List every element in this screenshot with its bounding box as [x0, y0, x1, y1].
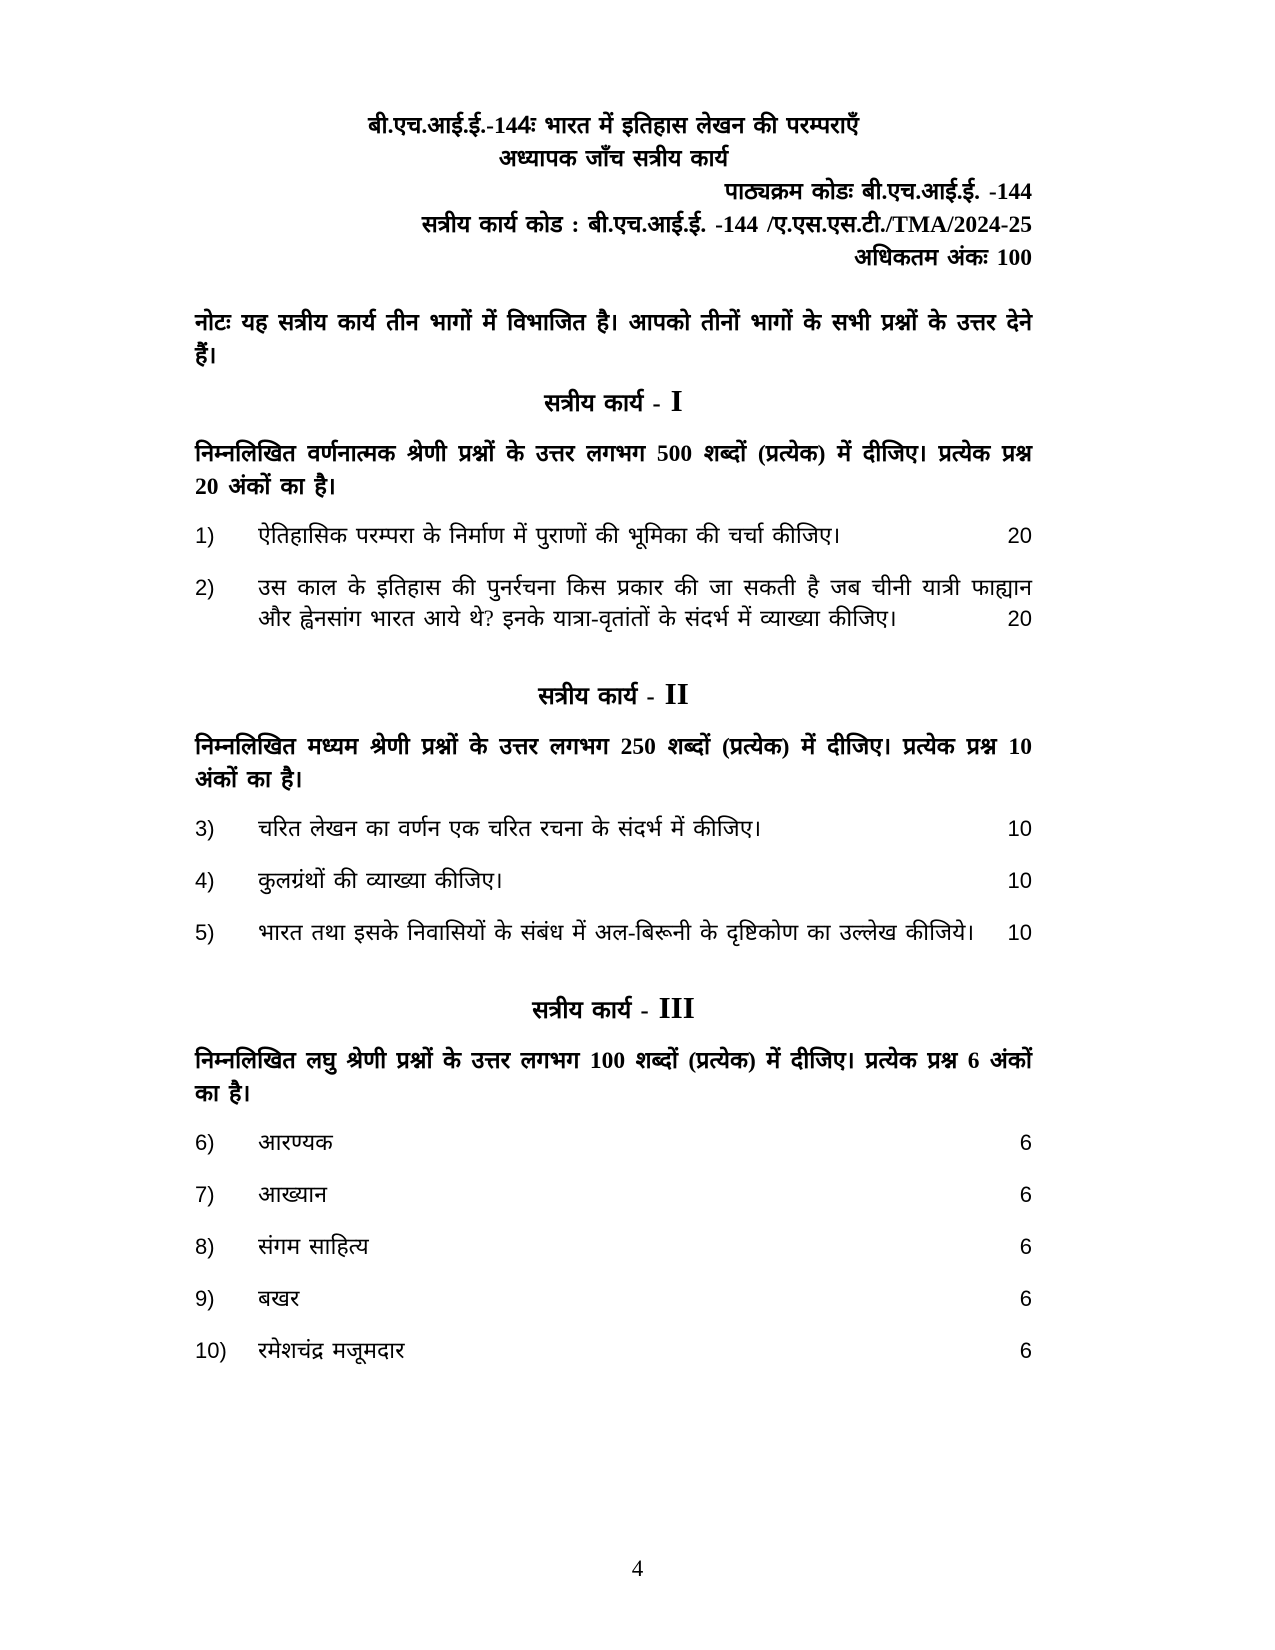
question-marks: 10 [1007, 868, 1032, 893]
section-1-heading-label: सत्रीय कार्य - [544, 390, 661, 417]
section-3-numeral: III [658, 990, 695, 1025]
question-text: चरित लेखन का वर्णन एक चरित रचना के संदर्भ में कीजिए। [258, 816, 762, 841]
assignment-code-line: सत्रीय कार्य कोड : बी.एच.आई.ई. -144 /ए.एस.एस.टी./TMA/2024-25 [421, 212, 1032, 238]
question-number: 10) [195, 1338, 227, 1363]
question-marks: 6 [1019, 1182, 1032, 1207]
question-marks: 6 [1019, 1234, 1032, 1259]
question-marks: 20 [1007, 523, 1032, 548]
question-text: ऐतिहासिक परम्परा के निर्माण में पुराणों की भूमिका की चर्चा कीजिए। [258, 523, 841, 548]
question-text: आरण्यक [258, 1130, 333, 1155]
section-1-questions [195, 520, 1032, 634]
question-row-9 [195, 1283, 1032, 1314]
section-3-questions [195, 1127, 1032, 1366]
question-text: उस काल के इतिहास की पुनर्रचना किस प्रकार की जा सकती है जब चीनी यात्री फाह्यान और ह्वेनसांग भारत आये थे? इनके यात्रा-वृतांतों के संदर्भ में व्याख्या कीजिए। [258, 575, 1032, 631]
course-code-line: पाठ्यक्रम कोडः बी.एच.आई.ई. -144 [724, 179, 1032, 205]
section-2-numeral: II [664, 676, 689, 711]
section-1-instructions: निम्नलिखित वर्णनात्मक श्रेणी प्रश्नों के उत्तर लगभग 500 शब्दों (प्रत्येक) में दीजिए। प्रत्येक प्रश्न 20 अंकों का है। [195, 441, 1032, 500]
section-1-numeral: I [670, 383, 683, 418]
question-marks: 10 [1007, 920, 1032, 945]
section-3-heading-label: सत्रीय कार्य - [532, 997, 649, 1024]
section-3-heading [195, 988, 1032, 1031]
question-row-6 [195, 1127, 1032, 1158]
question-text: आख्यान [258, 1182, 328, 1207]
question-marks: 20 [1007, 606, 1032, 631]
question-marks: 6 [1019, 1286, 1032, 1311]
question-text: रमेशचंद्र मजूमदार [258, 1338, 405, 1363]
assignment-subtitle: अध्यापक जाँच सत्रीय कार्य [498, 146, 729, 172]
page-number: 4 [631, 1556, 644, 1581]
section-2-heading [195, 674, 1032, 717]
question-text: बखर [258, 1286, 300, 1311]
question-number: 2) [195, 575, 215, 600]
note-text: नोटः यह सत्रीय कार्य तीन भागों में विभाजित है। आपको तीनों भागों के सभी प्रश्नों के उत्तर देने हैं। [195, 310, 1032, 369]
question-number: 4) [195, 868, 215, 893]
question-number: 5) [195, 920, 215, 945]
question-number: 3) [195, 816, 215, 841]
section-1-heading [195, 381, 1032, 424]
question-row-4 [195, 865, 1032, 896]
question-number: 9) [195, 1286, 215, 1311]
question-row-7 [195, 1179, 1032, 1210]
question-number: 7) [195, 1182, 215, 1207]
question-marks: 6 [1019, 1130, 1032, 1155]
question-number: 1) [195, 523, 215, 548]
question-number: 6) [195, 1130, 215, 1155]
section-2-questions [195, 813, 1032, 948]
question-number: 8) [195, 1234, 215, 1259]
question-text: भारत तथा इसके निवासियों के संबंध में अल-बिरूनी के दृष्टिकोण का उल्लेख कीजिये। [258, 920, 975, 945]
section-3-instructions: निम्नलिखित लघु श्रेणी प्रश्नों के उत्तर लगभग 100 शब्दों (प्रत्येक) में दीजिए। प्रत्येक प्रश्न 6 अंकों का है। [195, 1048, 1032, 1107]
section-2-instructions: निम्नलिखित मध्यम श्रेणी प्रश्नों के उत्तर लगभग 250 शब्दों (प्रत्येक) में दीजिए। प्रत्येक प्रश्न 10 अंकों का है। [195, 734, 1032, 793]
question-row-3 [195, 813, 1032, 844]
question-row-8 [195, 1231, 1032, 1262]
question-text: कुलग्रंथों की व्याख्या कीजिए। [258, 868, 503, 893]
question-row-10 [195, 1335, 1032, 1366]
course-title: बी.एच.आई.ई.-144ः भारत में इतिहास लेखन की परम्पराएँ [368, 113, 859, 139]
question-text: संगम साहित्य [258, 1234, 369, 1259]
question-row-1 [195, 520, 1032, 551]
section-2-heading-label: सत्रीय कार्य - [538, 683, 655, 710]
question-row-5 [195, 917, 1032, 948]
question-marks: 10 [1007, 816, 1032, 841]
question-row-2 [195, 572, 1032, 634]
max-marks-line: अधिकतम अंकः 100 [854, 245, 1032, 271]
question-marks: 6 [1019, 1338, 1032, 1363]
